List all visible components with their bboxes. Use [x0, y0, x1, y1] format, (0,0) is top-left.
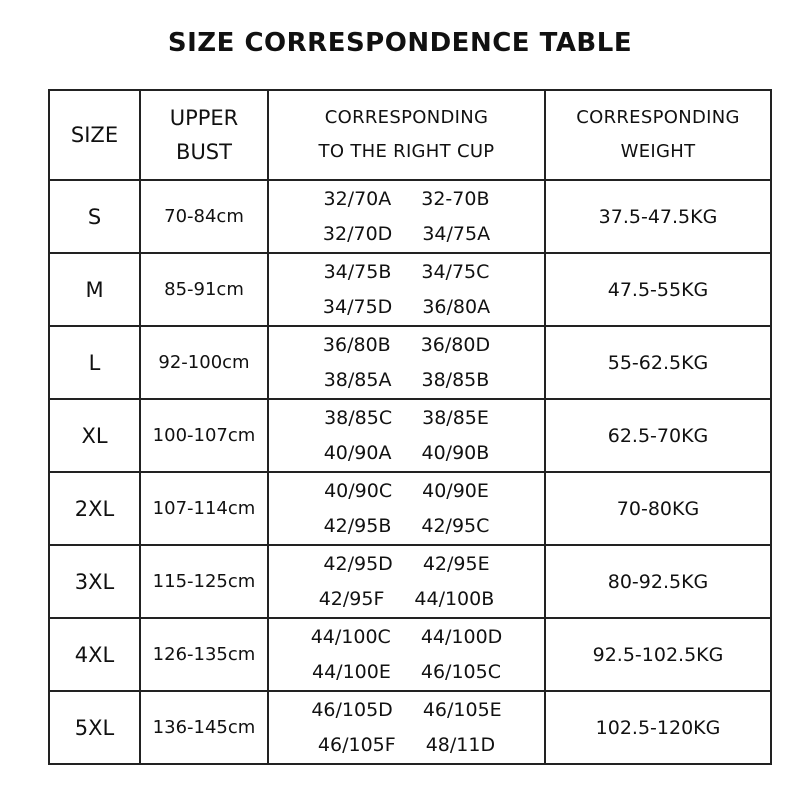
cup-line	[269, 547, 544, 582]
header-upper-bust	[140, 90, 268, 180]
cup-cell	[268, 618, 545, 691]
cup-cell	[268, 180, 545, 253]
cup-value: 40/90E	[422, 479, 489, 502]
size-cell: L	[49, 326, 140, 399]
cup-line	[269, 620, 544, 655]
cup-value: 32/70D	[322, 222, 393, 245]
cup-value: 38/85C	[324, 406, 393, 429]
cup-line	[269, 363, 544, 398]
weight-cell: 47.5-55KG	[545, 253, 771, 326]
cup-value: 42/95B	[323, 514, 392, 537]
cup-value: 40/90C	[324, 479, 393, 502]
cup-value: 34/75A	[422, 222, 491, 245]
cup-line	[269, 655, 544, 690]
cup-line	[269, 290, 544, 325]
upper-bust-cell: 126-135cm	[140, 618, 268, 691]
header-corresponding-weight	[545, 90, 771, 180]
cup-value: 46/105F	[317, 733, 396, 756]
upper-bust-cell: 85-91cm	[140, 253, 268, 326]
cup-value: 38/85E	[422, 406, 489, 429]
cup-value: 40/90B	[421, 441, 490, 464]
header-corresponding-cup	[268, 90, 545, 180]
table-row	[49, 326, 771, 399]
upper-bust-cell: 136-145cm	[140, 691, 268, 764]
upper-bust-cell: 100-107cm	[140, 399, 268, 472]
header-cup-line2: TO THE RIGHT CUP	[318, 141, 495, 162]
header-weight-line2: WEIGHT	[620, 141, 696, 162]
header-upper-bust-line1: UPPER	[169, 106, 239, 130]
cup-value: 36/80D	[420, 333, 491, 356]
table-row	[49, 253, 771, 326]
cup-value: 34/75D	[322, 295, 393, 318]
weight-cell: 102.5-120KG	[545, 691, 771, 764]
cup-line	[269, 693, 544, 728]
cup-line	[269, 255, 544, 290]
table-row	[49, 545, 771, 618]
cup-cell	[268, 472, 545, 545]
header-cup-line1: CORRESPONDING	[324, 107, 489, 128]
cup-value: 46/105D	[311, 698, 393, 721]
weight-cell: 55-62.5KG	[545, 326, 771, 399]
cup-value: 48/11D	[425, 733, 496, 756]
weight-cell: 70-80KG	[545, 472, 771, 545]
table-header-row	[49, 90, 771, 180]
size-cell: M	[49, 253, 140, 326]
cup-line	[269, 328, 544, 363]
cup-value: 32-70B	[421, 187, 490, 210]
cup-cell	[268, 326, 545, 399]
cup-line	[269, 182, 544, 217]
cup-value: 36/80B	[322, 333, 391, 356]
upper-bust-cell: 92-100cm	[140, 326, 268, 399]
cup-value: 40/90A	[323, 441, 392, 464]
cup-value: 34/75B	[323, 260, 392, 283]
weight-cell: 62.5-70KG	[545, 399, 771, 472]
table-row	[49, 472, 771, 545]
cup-value: 46/105C	[420, 660, 501, 683]
size-cell: S	[49, 180, 140, 253]
table-row	[49, 399, 771, 472]
cup-line	[269, 728, 544, 763]
cup-value: 32/70A	[323, 187, 392, 210]
weight-cell: 37.5-47.5KG	[545, 180, 771, 253]
table-row	[49, 618, 771, 691]
header-weight-line1: CORRESPONDING	[576, 107, 740, 128]
cup-line	[269, 217, 544, 252]
cup-line	[269, 582, 544, 617]
cup-value: 36/80A	[422, 295, 491, 318]
cup-value: 34/75C	[421, 260, 490, 283]
cup-line	[269, 509, 544, 544]
cup-value: 38/85A	[323, 368, 392, 391]
size-cell: XL	[49, 399, 140, 472]
size-cell: 4XL	[49, 618, 140, 691]
cup-value: 44/100B	[414, 587, 495, 610]
weight-cell: 80-92.5KG	[545, 545, 771, 618]
cup-cell	[268, 399, 545, 472]
cup-value: 44/100E	[312, 660, 391, 683]
page-title: SIZE CORRESPONDENCE TABLE	[167, 28, 633, 58]
weight-cell: 92.5-102.5KG	[545, 618, 771, 691]
size-correspondence-table	[48, 89, 772, 765]
cup-line	[269, 474, 544, 509]
cup-line	[269, 401, 544, 436]
size-cell: 5XL	[49, 691, 140, 764]
table-row	[49, 180, 771, 253]
cup-value: 38/85B	[421, 368, 490, 391]
upper-bust-cell: 115-125cm	[140, 545, 268, 618]
table-body	[49, 180, 771, 764]
table-row	[49, 691, 771, 764]
upper-bust-cell: 107-114cm	[140, 472, 268, 545]
cup-value: 46/105E	[422, 698, 502, 721]
upper-bust-cell: 70-84cm	[140, 180, 268, 253]
cup-cell	[268, 545, 545, 618]
cup-line	[269, 436, 544, 471]
header-size: SIZE	[49, 90, 140, 180]
cup-value: 42/95F	[318, 587, 385, 610]
cup-value: 42/95D	[323, 552, 393, 575]
cup-cell	[268, 253, 545, 326]
cup-cell	[268, 691, 545, 764]
cup-value: 44/100D	[420, 625, 503, 648]
size-cell: 3XL	[49, 545, 140, 618]
header-upper-bust-line2: BUST	[176, 140, 232, 164]
cup-value: 42/95C	[421, 514, 490, 537]
cup-value: 42/95E	[422, 552, 490, 575]
cup-value: 44/100C	[310, 625, 391, 648]
size-cell: 2XL	[49, 472, 140, 545]
